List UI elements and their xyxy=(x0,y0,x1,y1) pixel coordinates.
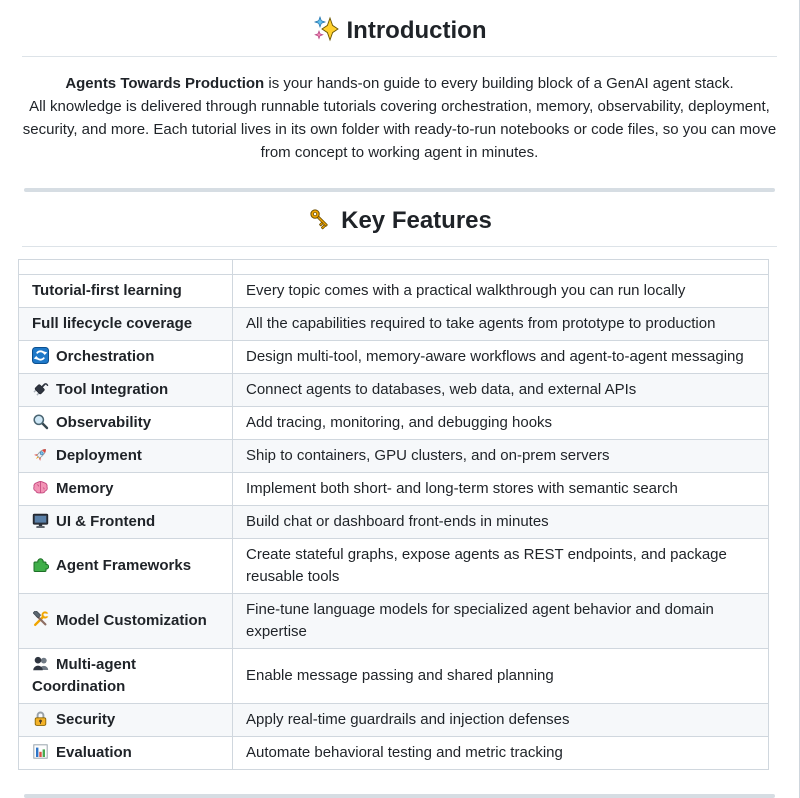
feature-name-cell xyxy=(19,275,233,308)
feature-label: Memory xyxy=(56,480,114,497)
table-row xyxy=(19,506,769,539)
feature-name-cell xyxy=(19,506,233,539)
feature-name-cell xyxy=(19,539,233,594)
rocket-icon xyxy=(32,446,49,463)
busts-icon xyxy=(32,655,49,672)
header-cell-feature xyxy=(19,260,233,275)
counterclockwise-arrows-icon xyxy=(32,347,49,364)
intro-body: All knowledge is delivered through runnable tutorials covering orchestration, memory, observability, deployment, security, and more. Each tutorial lives in its own folder with ready-to-run notebooks or code files, so you can move from concept to working agent in minutes. xyxy=(22,98,777,161)
feature-desc-cell: Apply real-time guardrails and injection defenses xyxy=(233,704,769,737)
bar-chart-icon xyxy=(32,743,49,760)
feature-name-cell xyxy=(19,704,233,737)
feature-desc-cell: Automate behavioral testing and metric tracking xyxy=(233,737,769,770)
header-cell-description xyxy=(233,260,769,275)
feature-name-cell xyxy=(19,308,233,341)
feature-desc-cell: Implement both short- and long-term stores with semantic search xyxy=(233,473,769,506)
feature-desc-cell: Enable message passing and shared planning xyxy=(233,649,769,704)
sparkles-icon xyxy=(313,16,339,42)
feature-name-cell xyxy=(19,374,233,407)
magnifying-glass-icon xyxy=(32,413,49,430)
feature-label: Full lifecycle coverage xyxy=(32,315,193,332)
intro-lead-rest: is your hands-on guide to every building block of a GenAI agent stack. xyxy=(264,75,734,92)
desktop-computer-icon xyxy=(32,512,49,529)
table-row xyxy=(19,308,769,341)
feature-desc-cell: All the capabilities required to take agents from prototype to production xyxy=(233,308,769,341)
table-row xyxy=(19,473,769,506)
feature-label: Deployment xyxy=(56,447,142,464)
feature-desc-cell: Build chat or dashboard front-ends in minutes xyxy=(233,506,769,539)
table-row xyxy=(19,539,769,594)
intro-paragraph xyxy=(14,72,785,164)
feature-label: Tutorial-first learning xyxy=(32,282,182,299)
intro-lead-bold: Agents Towards Production xyxy=(65,75,265,92)
table-row xyxy=(19,407,769,440)
table-row xyxy=(19,275,769,308)
feature-name-cell xyxy=(19,737,233,770)
feature-name-cell xyxy=(19,440,233,473)
feature-desc-cell: Add tracing, monitoring, and debugging hooks xyxy=(233,407,769,440)
feature-name-cell xyxy=(19,594,233,649)
hammer-wrench-icon xyxy=(32,611,49,628)
table-row xyxy=(19,440,769,473)
feature-desc-cell: Design multi-tool, memory-aware workflows and agent-to-agent messaging xyxy=(233,341,769,374)
feature-desc-cell: Connect agents to databases, web data, and external APIs xyxy=(233,374,769,407)
table-row xyxy=(19,737,769,770)
feature-desc-cell: Create stateful graphs, expose agents as REST endpoints, and package reusable tools xyxy=(233,539,769,594)
features-table xyxy=(18,259,769,770)
intro-title: Introduction xyxy=(346,17,487,44)
feature-name-cell xyxy=(19,649,233,704)
puzzle-piece-icon xyxy=(32,556,49,573)
feature-label: Observability xyxy=(56,414,152,431)
lock-icon xyxy=(32,710,49,727)
table-header-row xyxy=(19,260,769,275)
table-row xyxy=(19,704,769,737)
horizontal-rule-bottom xyxy=(24,794,775,798)
horizontal-rule-top xyxy=(24,188,775,192)
brain-icon xyxy=(32,479,49,496)
intro-heading xyxy=(22,16,777,57)
feature-name-cell xyxy=(19,341,233,374)
feature-name-cell xyxy=(19,407,233,440)
feature-label: Tool Integration xyxy=(56,381,169,398)
table-row xyxy=(19,341,769,374)
feature-label: UI & Frontend xyxy=(56,513,156,530)
feature-desc-cell: Every topic comes with a practical walkthrough you can run locally xyxy=(233,275,769,308)
key-icon xyxy=(307,206,333,232)
features-heading xyxy=(22,206,777,247)
feature-desc-cell: Fine-tune language models for specialized agent behavior and domain expertise xyxy=(233,594,769,649)
features-title: Key Features xyxy=(341,207,492,234)
feature-name-cell xyxy=(19,473,233,506)
feature-label: Orchestration xyxy=(56,348,155,365)
table-row xyxy=(19,374,769,407)
feature-label: Agent Frameworks xyxy=(56,557,192,574)
table-row xyxy=(19,649,769,704)
feature-label: Multi-agent Coordination xyxy=(32,656,136,695)
table-row xyxy=(19,594,769,649)
plug-icon xyxy=(32,380,49,397)
feature-label: Evaluation xyxy=(56,744,132,761)
feature-label: Security xyxy=(56,711,116,728)
feature-label: Model Customization xyxy=(56,612,207,629)
feature-desc-cell: Ship to containers, GPU clusters, and on-prem servers xyxy=(233,440,769,473)
